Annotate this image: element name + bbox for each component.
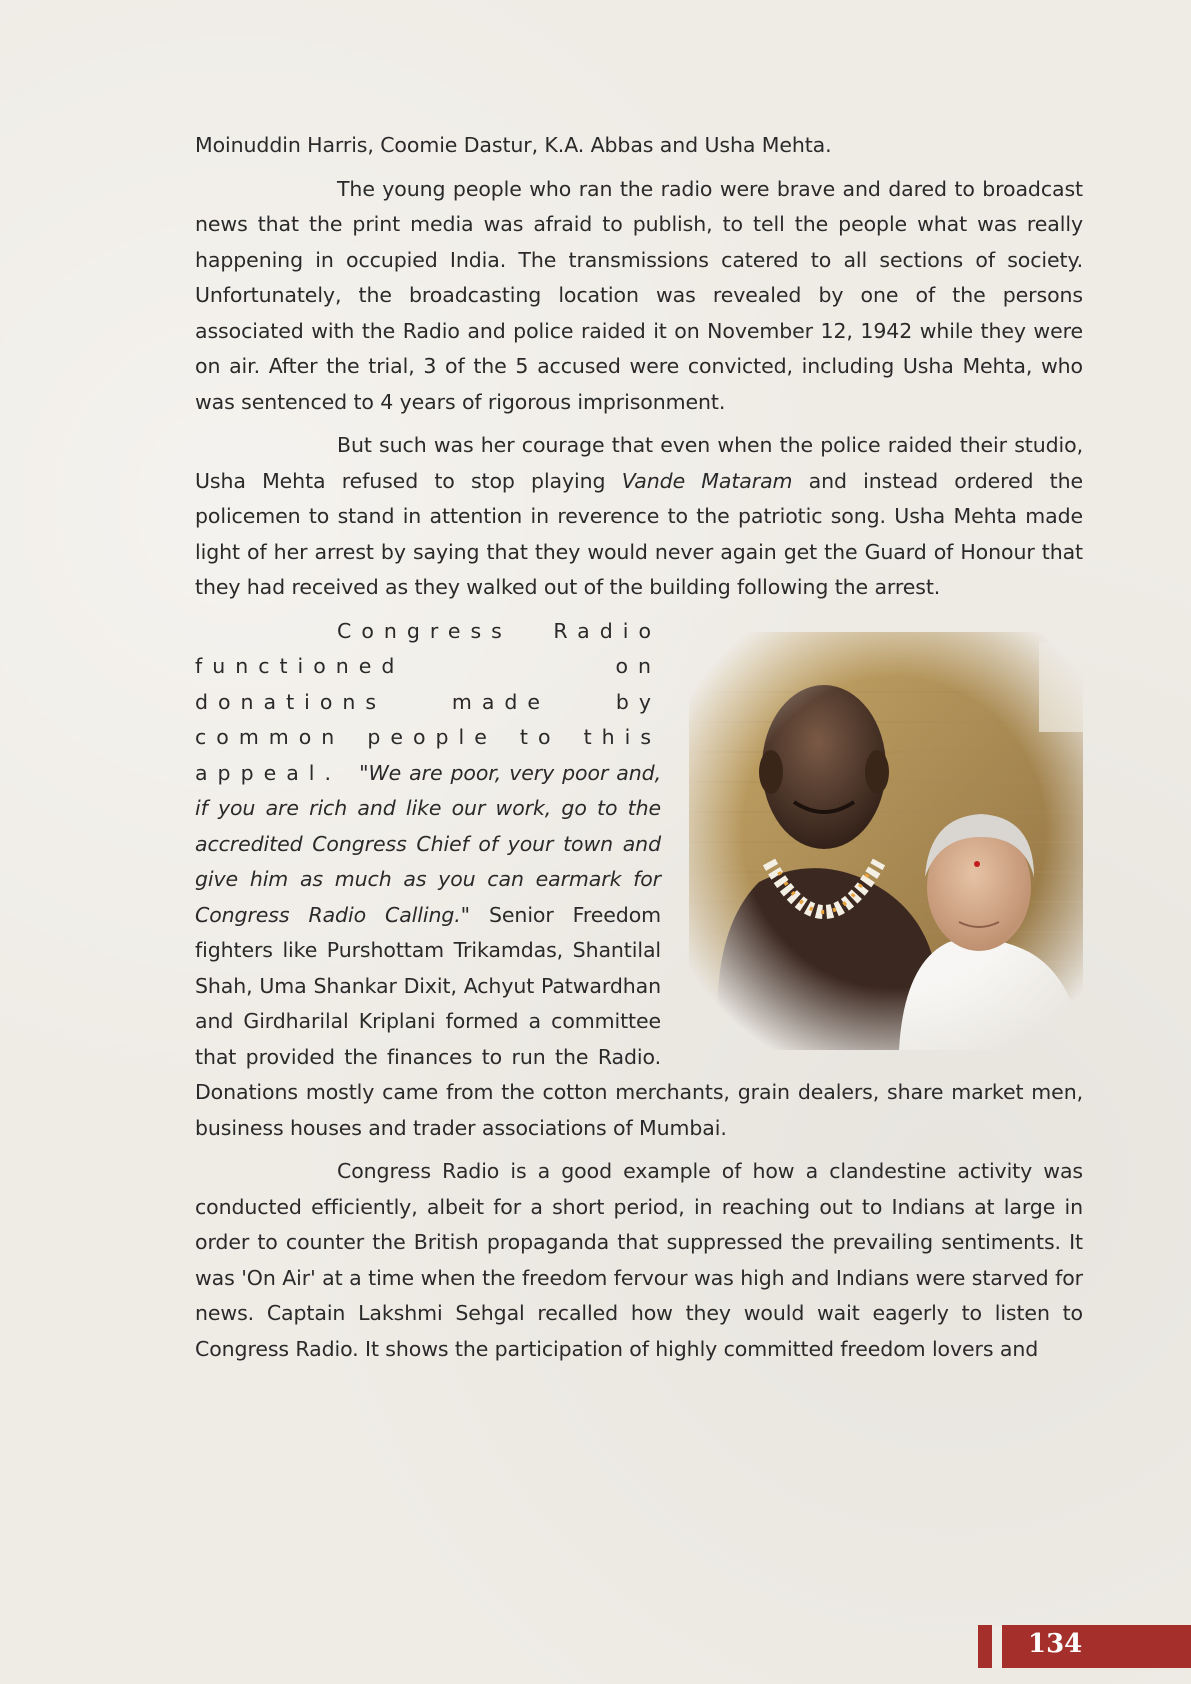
page-number: 134 — [1028, 1629, 1083, 1659]
paragraph-4-text-b: Senior Freedom fighters like Purshottam Trikamdas, Shantilal Shah, Uma Shankar Dixit, Achyut Patwardhan and Girdharilal Kriplani formed a committee that provided the finances to run the Radio. Donations mostly came from the cotton merchants, grain dealers, share market men, business houses and trader associations of Mumbai. — [195, 902, 1083, 1140]
page-number-stripe — [992, 1625, 1002, 1668]
appeal-quote: "We are poor, very poor and, if you are rich and like our work, go to the accredited Congress Chief of your town and give him as much as you can earmark for Congress Radio Calling." — [195, 760, 661, 927]
paragraph-3-text-a: But such was her courage that even when the police raided their studio, Usha Mehta refused to stop playing — [195, 433, 1083, 493]
photo-usha-mehta-with-gandhi-bust — [689, 632, 1083, 1050]
paragraph-4-text-a: Congress Radio functioned on donations made by common people to this appeal. — [195, 618, 661, 785]
page-body — [195, 128, 1083, 1367]
text-with-photo — [195, 428, 1083, 1146]
song-title: Vande Mataram — [621, 468, 793, 493]
page-number-tab — [978, 1625, 1191, 1668]
photo-illustration — [689, 632, 1083, 1050]
paragraph-2: The young people who ran the radio were brave and dared to broadcast news that the print media was afraid to publish, to tell the people what was really happening in occupied India. The transmissions catered to all sections of society. Unfortunately, the broadcasting location was revealed by one of the persons associated with the Radio and police raided it on November 12, 1942 while they were on air. After the trial, 3 of the 5 accused were convicted, including Usha Mehta, who was sentenced to 4 years of rigorous imprisonment. — [195, 176, 1083, 414]
paragraph-5: Congress Radio is a good example of how a clandestine activity was conducted efficiently, albeit for a short period, in reaching out to Indians at large in order to counter the British propaganda that suppressed the prevailing sentiments. It was 'On Air' at a time when the freedom fervour was high and Indians were starved for news. Captain Lakshmi Sehgal recalled how they would wait eagerly to listen to Congress Radio. It shows the participation of highly committed freedom lovers and — [195, 1159, 1083, 1361]
paragraph-3-text-b: and instead ordered the policemen to stand in attention in reverence to the patriotic song. Usha Mehta made light of her arrest by saying that they would never again get the Guard of Honour that they had received as they walked out of the building following the arrest. — [195, 468, 1083, 599]
paragraph-1: Moinuddin Harris, Coomie Dastur, K.A. Abbas and Usha Mehta. — [195, 133, 832, 157]
paragraph-3 — [195, 428, 1083, 606]
